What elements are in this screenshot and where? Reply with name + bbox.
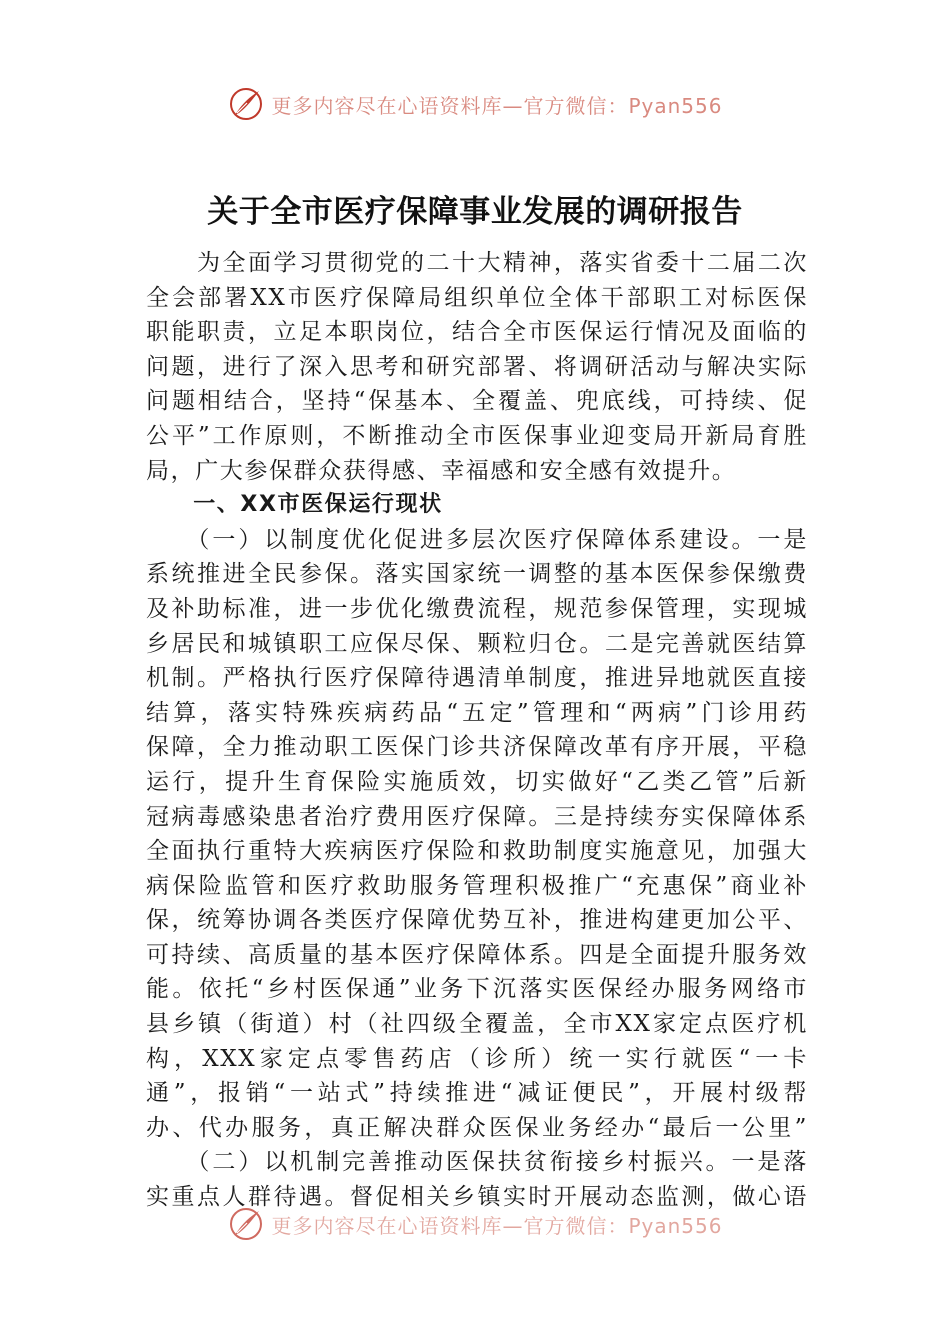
text-line: 及补助标准，进一步优化缴费流程，规范参保管理，实现城 (146, 595, 808, 622)
text-line: 为全面学习贯彻党的二十大精神，落实省委十二届二次 (146, 250, 808, 276)
watermark-footer (0, 1204, 950, 1244)
text-line: 问题，进行了深入思考和研究部署、将调研活动与解决实际 (146, 353, 808, 380)
document-title: 关于全市医疗保障事业发展的调研报告 (207, 194, 743, 230)
text-line: 构，XXX家定点零售药店（诊所）统一实行就医“一卡 (146, 1045, 808, 1072)
text-line: 局，广大参保群众获得感、幸福感和安全感有效提升。 (146, 457, 737, 484)
text-line: 公平”工作原则，不断推动全市医保事业迎变局开新局育胜 (146, 422, 808, 449)
watermark-text: 更多内容尽在心语资料库—官方微信：Pyan556 (271, 1213, 723, 1238)
text-line: 实重点人群待遇。督促相关乡镇实时开展动态监测，做心语 (146, 1184, 808, 1211)
text-line: 运行，提升生育保险实施质效，切实做好“乙类乙管”后新 (146, 768, 808, 795)
text-line: 机制。严格执行医疗保障待遇清单制度，推进异地就医直接 (146, 665, 808, 692)
text-line: 问题相结合，坚持“保基本、全覆盖、兜底线，可持续、促 (146, 388, 808, 415)
text-line: 县乡镇（街道）村（社四级全覆盖，全市XX家定点医疗机 (146, 1011, 808, 1038)
text-line: 可持续、高质量的基本医疗保障体系。四是全面提升服务效 (146, 941, 808, 968)
text-line: 职能职责，立足本职岗位，结合全市医保运行情况及面临的 (146, 319, 808, 346)
text-line: （二）以机制完善推动医保扶贫衔接乡村振兴。一是落 (146, 1149, 808, 1176)
text-line: 冠病毒感染患者治疗费用医疗保障。三是持续夯实保障体系 (146, 803, 808, 830)
text-line: 办、代办服务，真正解决群众医保业务经办“最后一公里” (146, 1114, 808, 1141)
section-heading: 一、XX市医保运行现状 (146, 492, 443, 518)
text-line: 能。依托“乡村医保通”业务下沉落实医保经办服务网络市 (146, 976, 808, 1003)
watermark-text: 更多内容尽在心语资料库—官方微信：Pyan556 (271, 93, 723, 118)
document-body (146, 246, 808, 1215)
text-line: 保，统筹协调各类医疗保障优势互补，推进构建更加公平、 (146, 907, 808, 934)
text-line: 结算，落实特殊疾病药品“五定”管理和“两病”门诊用药 (146, 699, 808, 726)
text-line: 系统推进全民参保。落实国家统一调整的基本医保参保缴费 (146, 561, 808, 588)
text-line: 全面执行重特大疾病医疗保险和救助制度实施意见，加强大 (146, 838, 808, 865)
quill-logo-icon (227, 85, 265, 123)
text-line: 全会部署XX市医疗保障局组织单位全体干部职工对标医保 (146, 284, 808, 311)
text-line: （一）以制度优化促进多层次医疗保障体系建设。一是 (146, 526, 808, 553)
text-line: 乡居民和城镇职工应保尽保、颗粒归仓。二是完善就医结算 (146, 630, 808, 657)
text-line: 通”，报销“一站式”持续推进“减证便民”，开展村级帮 (146, 1080, 808, 1107)
quill-logo-icon (227, 1205, 265, 1243)
text-line: 保障，全力推动职工医保门诊共济保障改革有序开展，平稳 (146, 734, 808, 761)
watermark-header (0, 84, 950, 124)
text-line: 病保险监管和医疗救助服务管理积极推广“充惠保”商业补 (146, 872, 808, 899)
